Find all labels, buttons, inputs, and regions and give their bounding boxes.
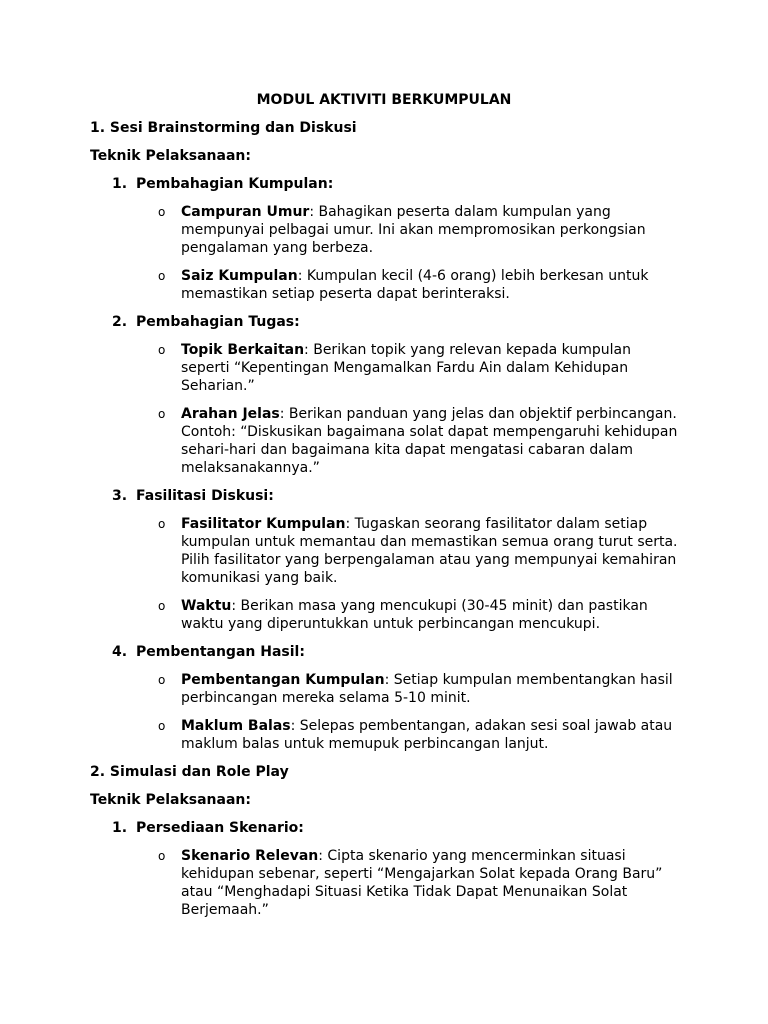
sub-item-text: : Setiap kumpulan membentangkan hasil perbincangan mereka selama 5-10 minit. (181, 672, 673, 706)
item-number: 1. (112, 176, 128, 192)
bullet-icon: o (158, 407, 166, 421)
sub-item (90, 717, 681, 753)
sub-item-term: Arahan Jelas (181, 406, 280, 422)
sub-item (90, 847, 681, 919)
section-1-item-4 (90, 643, 690, 661)
section-2-label: Teknik Pelaksanaan: (90, 792, 251, 808)
bullet-icon: o (158, 205, 166, 219)
document-page (90, 91, 690, 929)
section-1-heading: 1. Sesi Brainstorming dan Diskusi (90, 120, 357, 136)
section-2-item-1 (90, 819, 690, 837)
sub-item-text: : Berikan panduan yang jelas dan objektif perbincangan. Contoh: “Diskusikan bagaimana solat dapat mempengaruhi kehidupan sehari-hari dan bagaimana kita dapat mengatasi cabaran dalam melaksanakannya.” (181, 406, 678, 476)
sub-item-text: : Selepas pembentangan, adakan sesi soal jawab atau maklum balas untuk memupuk perbincangan lanjut. (181, 718, 673, 752)
sub-item (90, 267, 681, 303)
sub-item (90, 405, 681, 477)
item-title: Persediaan Skenario: (136, 820, 304, 836)
item-title: Pembahagian Kumpulan: (136, 176, 334, 192)
sub-item-term: Saiz Kumpulan (181, 268, 298, 284)
sub-item-term: Fasilitator Kumpulan (181, 516, 346, 532)
item-title: Pembahagian Tugas: (136, 314, 300, 330)
section-1-label: Teknik Pelaksanaan: (90, 148, 251, 164)
section-2-heading: 2. Simulasi dan Role Play (90, 764, 289, 780)
sub-item-text: : Cipta skenario yang mencerminkan situasi kehidupan sebenar, seperti “Mengajarkan Solat kepada Orang Baru” atau “Menghadapi Situasi Ketika Tidak Dapat Menunaikan Solat Berjemaah.” (181, 848, 663, 918)
item-number: 2. (112, 314, 128, 330)
section-1-item-3 (90, 487, 690, 505)
sub-item-text: : Bahagikan peserta dalam kumpulan yang mempunyai pelbagai umur. Ini akan mempromosikan perkongsian pengalaman yang berbeza. (181, 204, 646, 256)
sub-item-term: Maklum Balas (181, 718, 291, 734)
sub-item (90, 671, 681, 707)
sub-item-text: : Tugaskan seorang fasilitator dalam setiap kumpulan untuk memantau dan memastikan semua orang turut serta. Pilih fasilitator yang berpengalaman atau yang mempunyai kemahiran komunikasi yang baik. (181, 516, 678, 586)
sub-item (90, 203, 681, 257)
sub-item-term: Campuran Umur (181, 204, 310, 220)
sub-item (90, 341, 681, 395)
item-number: 1. (112, 820, 128, 836)
bullet-icon: o (158, 517, 166, 531)
bullet-icon: o (158, 719, 166, 733)
bullet-icon: o (158, 599, 166, 613)
sub-item-term: Waktu (181, 598, 232, 614)
bullet-icon: o (158, 343, 166, 357)
section-1-item-2 (90, 313, 690, 331)
bullet-icon: o (158, 269, 166, 283)
item-number: 4. (112, 644, 128, 660)
sub-item (90, 515, 681, 587)
sub-item-term: Skenario Relevan (181, 848, 319, 864)
sub-item-term: Topik Berkaitan (181, 342, 305, 358)
bullet-icon: o (158, 849, 166, 863)
sub-item-text: : Kumpulan kecil (4-6 orang) lebih berkesan untuk memastikan setiap peserta dapat berinteraksi. (181, 268, 649, 302)
sub-item-term: Pembentangan Kumpulan (181, 672, 385, 688)
sub-item (90, 597, 681, 633)
section-1-item-1 (90, 175, 690, 193)
bullet-icon: o (158, 673, 166, 687)
sub-item-text: : Berikan topik yang relevan kepada kumpulan seperti “Kepentingan Mengamalkan Fardu Ain dalam Kehidupan Seharian.” (181, 342, 631, 394)
item-title: Pembentangan Hasil: (136, 644, 305, 660)
item-number: 3. (112, 488, 128, 504)
document-title: MODUL AKTIVITI BERKUMPULAN (256, 92, 512, 108)
sub-item-text: : Berikan masa yang mencukupi (30-45 minit) dan pastikan waktu yang diperuntukkan untuk perbincangan mencukupi. (181, 598, 648, 632)
item-title: Fasilitasi Diskusi: (136, 488, 274, 504)
